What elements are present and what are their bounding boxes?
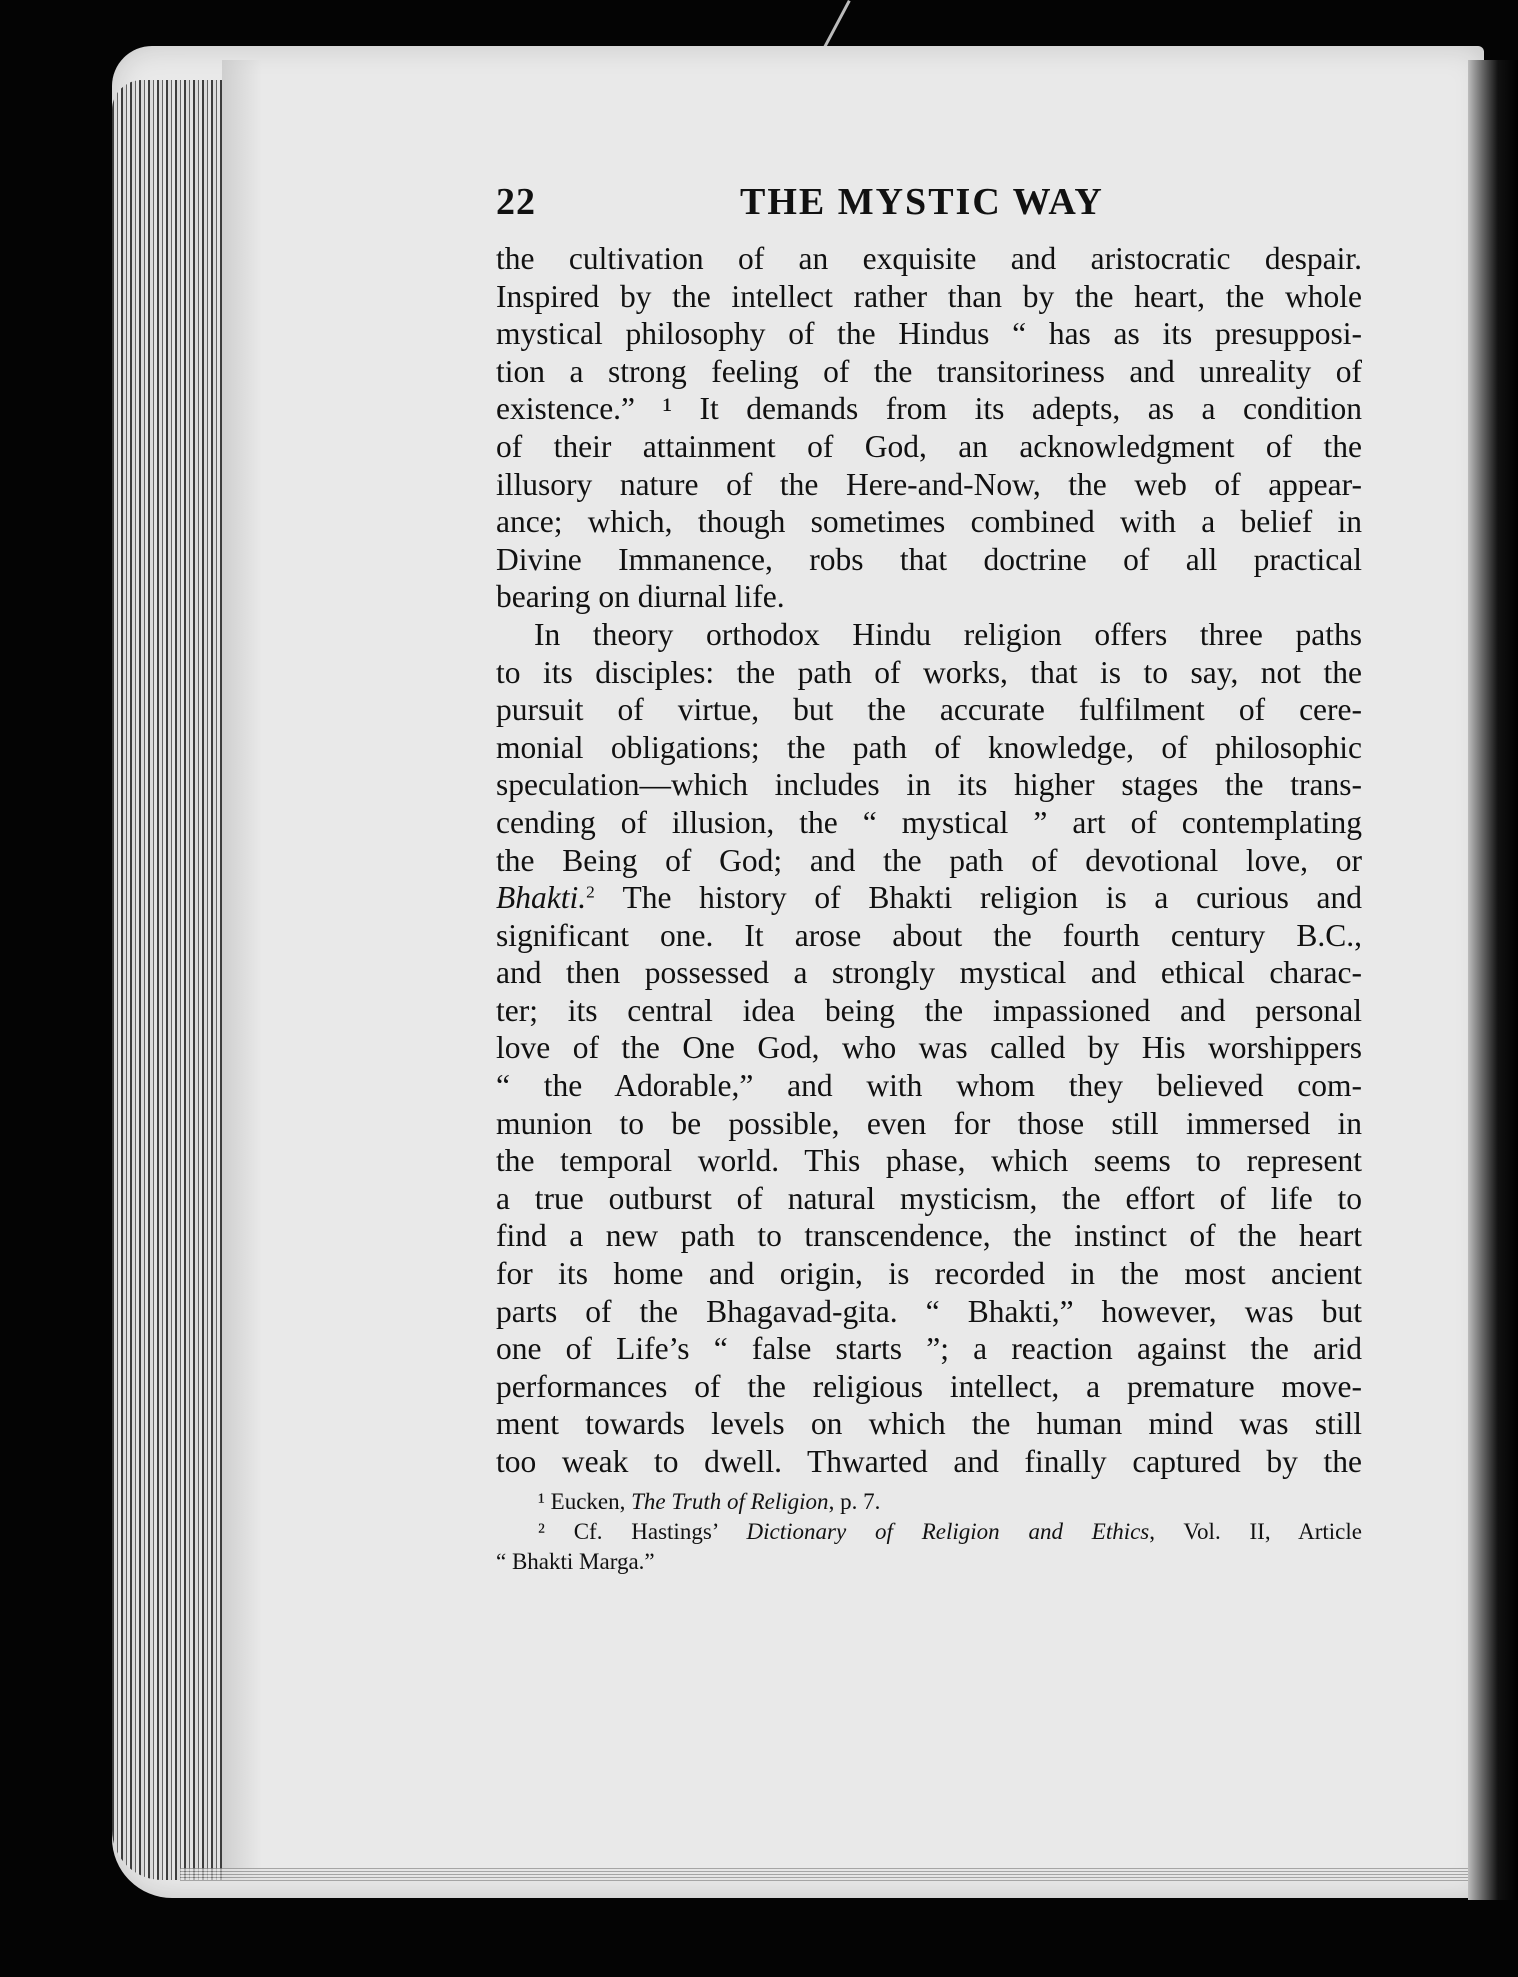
body-line: Inspired by the intellect rather than by the heart, the whole	[496, 278, 1362, 314]
gutter-shading	[222, 60, 262, 1880]
body-line-bhakti	[496, 879, 1362, 917]
footnote-1-suffix: , p. 7.	[828, 1488, 881, 1514]
body-line: to its disciples: the path of works, that is to say, not the	[496, 654, 1362, 690]
body-text	[482, 240, 1362, 1481]
bhakti-italic: Bhakti.	[496, 880, 587, 916]
body-line: for its home and origin, is recorded in the most ancient	[496, 1256, 1362, 1292]
body-line: In theory orthodox Hindu religion offers three paths	[534, 616, 1362, 652]
body-line: Divine Immanence, robs that doctrine of all practical	[496, 541, 1362, 577]
body-line: pursuit of virtue, but the accurate fulfilment of cere-	[496, 692, 1362, 728]
body-line: “ the Adorable,” and with whom they believed com-	[496, 1068, 1362, 1104]
body-line: tion a strong feeling of the transitoriness and unreality of	[496, 353, 1362, 389]
body-line: love of the One God, who was called by His worshippers	[496, 1030, 1362, 1066]
footnote-1-prefix: ¹ Eucken,	[538, 1488, 632, 1514]
footnote-2-suffix: , Vol. II, Article	[1149, 1518, 1362, 1544]
body-line: significant one. It arose about the fourth century B.C.,	[496, 917, 1362, 953]
body-line: the temporal world. This phase, which seems to represent	[496, 1143, 1362, 1179]
body-line: the Being of God; and the path of devotional love, or	[496, 842, 1362, 878]
body-line: munion to be possible, even for those still immersed in	[496, 1105, 1362, 1141]
footnote-2-prefix: ² Cf. Hastings’	[538, 1518, 747, 1544]
body-line: ance; which, though sometimes combined with a belief in	[496, 504, 1362, 540]
body-line: find a new path to transcendence, the instinct of the heart	[496, 1218, 1362, 1254]
body-line: mystical philosophy of the Hindus “ has as its presupposi-	[496, 316, 1362, 352]
page-edge-stack-left	[112, 80, 222, 1880]
body-line-text: The history of Bhakti religion is a curious and	[622, 880, 1363, 916]
book-edge-right	[1468, 60, 1518, 1900]
body-line: performances of the religious intellect, a premature move-	[496, 1368, 1362, 1404]
footnote-1	[496, 1487, 1362, 1517]
footnotes	[482, 1487, 1362, 1577]
body-line: speculation—which includes in its higher stages the trans-	[496, 767, 1362, 803]
body-line: bearing on diurnal life.	[496, 579, 785, 615]
text-block	[482, 180, 1362, 1577]
body-line: too weak to dwell. Thwarted and finally captured by the	[496, 1444, 1362, 1479]
running-title: THE MYSTIC WAY	[740, 181, 1104, 223]
footnote-1-title: The Truth of Religion	[631, 1488, 829, 1514]
body-line: ter; its central idea being the impassioned and personal	[496, 992, 1362, 1028]
page-number: 22	[496, 181, 536, 223]
body-line: one of Life’s “ false starts ”; a reaction against the arid	[496, 1331, 1362, 1367]
body-line: and then possessed a strongly mystical and ethical charac-	[496, 955, 1362, 991]
body-line: monial obligations; the path of knowledge, of philosophic	[496, 729, 1362, 765]
body-line: illusory nature of the Here-and-Now, the web of appear-	[496, 466, 1362, 502]
body-line: parts of the Bhagavad-gita. “ Bhakti,” however, was but	[496, 1293, 1362, 1329]
body-line: a true outburst of natural mysticism, the effort of life to	[496, 1180, 1362, 1216]
page-edge-stack-bottom	[180, 1868, 1480, 1882]
footnote-2-title: Dictionary of Religion and Ethics	[746, 1518, 1150, 1544]
footnote-2-continued: “ Bhakti Marga.”	[496, 1548, 655, 1574]
body-line: ment towards levels on which the human mind was still	[496, 1406, 1362, 1442]
body-line: of their attainment of God, an acknowledgment of the	[496, 428, 1362, 464]
footnote-marker: 2	[586, 882, 595, 902]
body-line: existence.” ¹ It demands from its adepts, as a condition	[496, 391, 1362, 427]
footnote-2	[496, 1517, 1362, 1547]
running-header	[482, 180, 1362, 240]
body-line: the cultivation of an exquisite and aristocratic despair.	[496, 241, 1362, 276]
body-line: cending of illusion, the “ mystical ” art of contemplating	[496, 804, 1362, 840]
